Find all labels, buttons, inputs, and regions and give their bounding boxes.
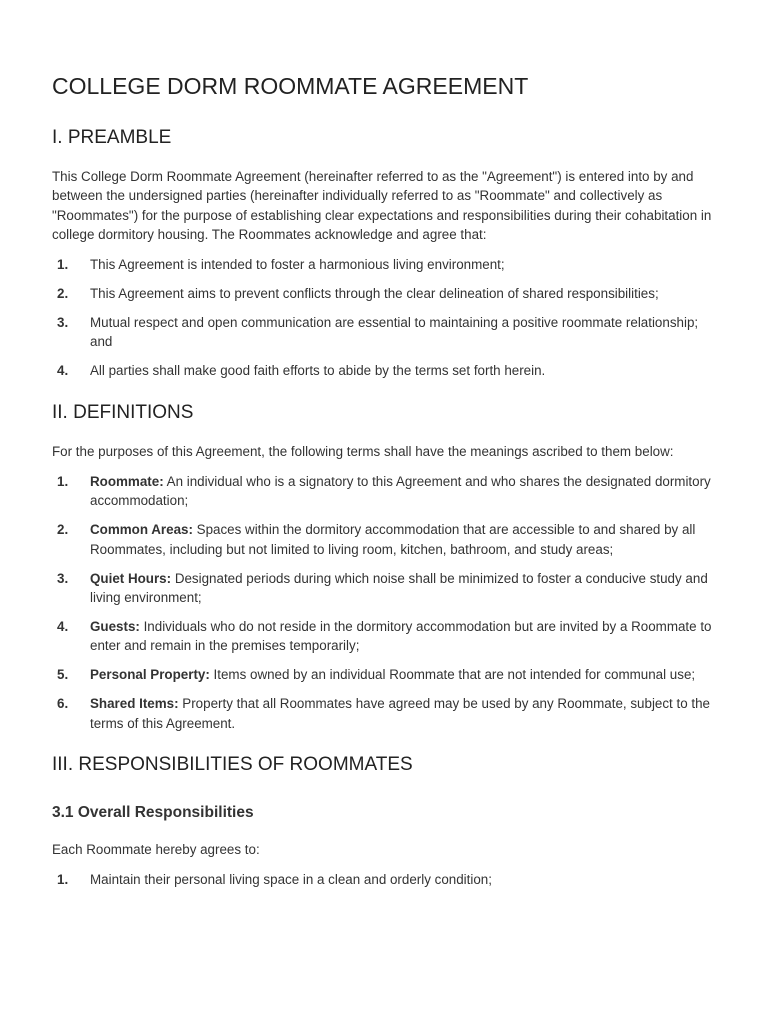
list-item	[52, 255, 718, 274]
subsection-heading: 3.1 Overall Responsibilities	[52, 804, 254, 822]
list-number: 2.	[57, 285, 69, 301]
definition-text: An individual who is a signatory to this Agreement and who shares the designated dormitory accommodation;	[90, 473, 711, 509]
list-item-text: Mutual respect and open communication are essential to maintaining a positive roommate relationship; and	[90, 314, 699, 350]
definition-text: Spaces within the dormitory accommodation that are accessible to and shared by all Roommates, including but not limited to living room, kitchen, bathroom, and study areas;	[90, 522, 696, 557]
definition-term: Guests:	[90, 619, 140, 635]
definition-term: Personal Property:	[90, 667, 210, 683]
preamble-list	[52, 255, 718, 381]
list-item	[52, 313, 718, 352]
responsibilities-list	[52, 870, 718, 889]
list-number: 6.	[57, 696, 69, 712]
list-item-text: Maintain their personal living space in a clean and orderly condition;	[90, 871, 492, 887]
definition-text: Individuals who do not reside in the dormitory accommodation but are invited by a Roommate to enter and remain in the premises temporarily;	[90, 619, 712, 654]
section-preamble	[52, 126, 718, 380]
definition-term: Roommate:	[90, 473, 164, 489]
definitions-paragraph: For the purposes of this Agreement, the following terms shall have the meanings ascribed to them below:	[52, 444, 674, 460]
list-number: 5.	[57, 667, 69, 683]
section-heading: II. DEFINITIONS	[52, 402, 194, 424]
section-definitions	[52, 401, 718, 733]
list-item	[52, 284, 718, 303]
definition-item	[52, 520, 718, 559]
definition-item	[52, 472, 718, 511]
list-item-text: This Agreement aims to prevent conflicts through the clear delineation of shared responsibilities;	[90, 285, 659, 301]
list-number: 4.	[57, 363, 69, 379]
list-item-text: All parties shall make good faith efforts to abide by the terms set forth herein.	[90, 363, 546, 379]
list-number: 4.	[57, 619, 69, 635]
definition-term: Common Areas:	[90, 522, 193, 538]
responsibilities-paragraph: Each Roommate hereby agrees to:	[52, 842, 260, 858]
list-number: 1.	[57, 256, 69, 272]
list-number: 2.	[57, 522, 69, 538]
definitions-list	[52, 472, 718, 733]
section-heading: III. RESPONSIBILITIES OF ROOMMATES	[52, 754, 413, 776]
section-responsibilities	[52, 753, 718, 889]
definition-text: Designated periods during which noise shall be minimized to foster a conducive study and living environment;	[90, 570, 708, 606]
list-item	[52, 870, 718, 889]
definition-term: Shared Items:	[90, 696, 179, 712]
list-number: 3.	[57, 314, 69, 330]
list-number: 1.	[57, 871, 69, 887]
definition-text: Property that all Roommates have agreed may be used by any Roommate, subject to the terms of this Agreement.	[90, 696, 711, 731]
list-item-text: This Agreement is intended to foster a harmonious living environment;	[90, 256, 505, 272]
definition-item	[52, 694, 718, 733]
definition-item	[52, 617, 718, 656]
document-title: COLLEGE DORM ROOMMATE AGREEMENT	[52, 73, 529, 99]
definition-item	[52, 665, 718, 684]
definition-text: Items owned by an individual Roommate that are not intended for communal use;	[209, 667, 696, 683]
definition-item	[52, 569, 718, 608]
list-number: 3.	[57, 570, 69, 586]
definition-term: Quiet Hours:	[90, 570, 172, 586]
list-number: 1.	[57, 473, 69, 489]
preamble-paragraph: This College Dorm Roommate Agreement (hereinafter referred to as the "Agreement") is entered into by and between the undersigned parties (hereinafter individually referred to as "Roommate" and collectively as "Roommates") for the purpose of establishing clear expectations and responsibilities during their cohabitation in college dormitory housing. The Roommates acknowledge and agree that:	[52, 169, 712, 243]
section-heading: I. PREAMBLE	[52, 127, 172, 148]
list-item	[52, 361, 718, 380]
